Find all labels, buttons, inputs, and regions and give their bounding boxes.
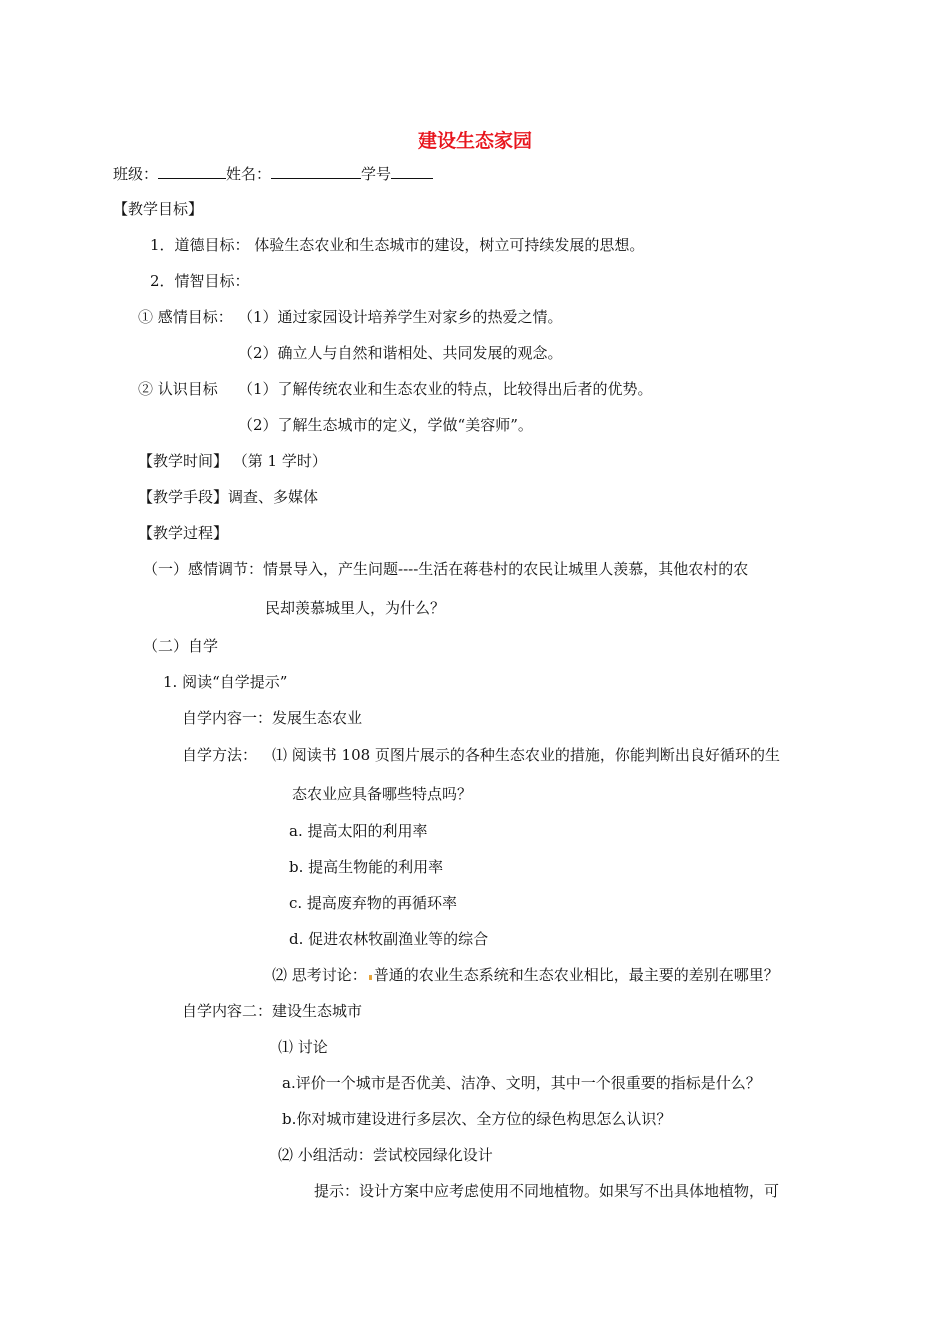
emotion-goal-label: ① 感情目标：	[138, 308, 233, 326]
section-heading-process: 【教学过程】	[138, 524, 229, 542]
teaching-means: 【教学手段】调查、多媒体	[138, 488, 319, 506]
option-a: a. 提高太阳的利用率	[289, 822, 428, 840]
design-hint: 提示：设计方案中应考虑使用不同地植物。如果写不出具体地植物，可	[314, 1182, 780, 1200]
step1-line1: （一）感情调节：情景导入，产生问题----生活在蒋巷村的农民让城里人羡慕，其他农村的农	[143, 560, 749, 578]
group-activity: ⑵ 小组活动：尝试校园绿化设计	[278, 1146, 493, 1164]
number-label: 学号	[361, 165, 392, 183]
cognitive-goal-label: ② 认识目标	[138, 380, 218, 398]
class-label: 班级：	[113, 165, 159, 183]
step1-line2: 民却羡慕城里人，为什么？	[265, 599, 446, 617]
step2-heading: （二）自学	[143, 637, 219, 655]
cognitive-goal-2: （2）了解生态城市的定义，学做“美容师”。	[238, 416, 533, 434]
goal-emotion-intellect: 2．情智目标：	[150, 272, 250, 290]
student-info-row	[113, 163, 433, 184]
discuss-row	[272, 965, 779, 985]
name-field[interactable]	[271, 163, 361, 179]
cognitive-goal-1: （1）了解传统农业和生态农业的特点，比较得出后者的优势。	[238, 380, 653, 398]
goal-moral: 1．道德目标： 体验生态农业和生态城市的建设，树立可持续发展的思想。	[150, 236, 645, 254]
option-b: b. 提高生物能的利用率	[289, 858, 444, 876]
name-label: 姓名：	[226, 165, 272, 183]
content-two: 自学内容二：建设生态城市	[182, 1002, 363, 1020]
question-b: b.你对城市建设进行多层次、全方位的绿色构思怎么认识？	[282, 1110, 672, 1128]
highlight-mark	[369, 975, 372, 980]
method-label: 自学方法：	[182, 746, 258, 764]
discuss-text: 普通的农业生态系统和生态农业相比，最主要的差别在哪里？	[373, 966, 779, 984]
teaching-time: 【教学时间】 （第 1 学时）	[138, 452, 327, 470]
option-c: c. 提高废弃物的再循环率	[289, 894, 457, 912]
page-title: 建设生态家园	[417, 130, 532, 152]
method-1-line2: 态农业应具备哪些特点吗？	[292, 785, 473, 803]
option-d: d. 促进农林牧副渔业等的综合	[289, 930, 489, 948]
discuss-label: ⑵ 思考讨论：	[272, 966, 367, 984]
method-1-line1: ⑴ 阅读书 108 页图片展示的各种生态农业的措施，你能判断出良好循环的生	[272, 746, 780, 764]
class-field[interactable]	[158, 163, 226, 179]
discussion-heading: ⑴ 讨论	[278, 1038, 328, 1056]
content-one: 自学内容一：发展生态农业	[182, 709, 363, 727]
question-a: a.评价一个城市是否优美、洁净、文明，其中一个很重要的指标是什么？	[282, 1074, 761, 1092]
read-hint: 1. 阅读“自学提示”	[163, 673, 288, 691]
emotion-goal-2: （2）确立人与自然和谐相处、共同发展的观念。	[238, 344, 563, 362]
section-heading-goals: 【教学目标】	[113, 200, 204, 218]
number-field[interactable]	[391, 163, 433, 179]
emotion-goal-1: （1）通过家园设计培养学生对家乡的热爱之情。	[238, 308, 563, 326]
